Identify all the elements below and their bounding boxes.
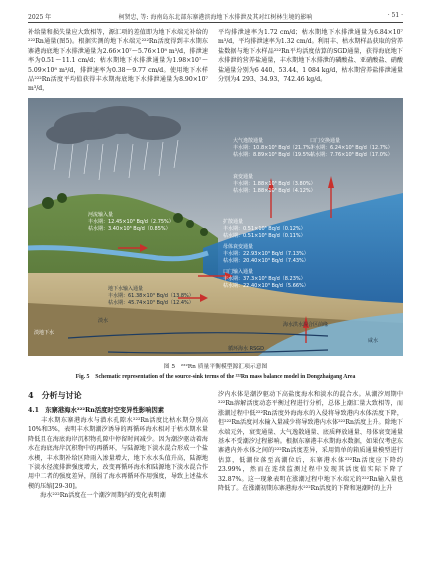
label-river-title: 河流输入量 — [88, 212, 114, 218]
header-year: 2025 年 — [28, 14, 52, 21]
label-decay-dry: 枯水期：1.88×10³ Bq/d（4.12%） — [233, 188, 316, 194]
label-fresh-gw: 淡地下水 — [34, 330, 55, 336]
label-diffusion-dry: 枯水期：0.51×10³ Bq/d（0.11%） — [223, 233, 306, 239]
header-rule — [28, 22, 403, 23]
label-freshwater: 淡水 — [98, 318, 109, 324]
label-diffusion-wet: 丰水期：0.51×10³ Bq/d（0.12%） — [223, 226, 306, 232]
header-title: 柯贤忠, 等: 海南岛东北部东寨港滨海地下水排泄及其对红树林生境的影响 — [118, 14, 313, 21]
bottom-right-column — [218, 390, 403, 493]
top-left-paragraph — [28, 28, 208, 94]
section-heading: 4 分析与讨论 — [28, 390, 82, 400]
label-atmos-title: 大气逸散通量 — [233, 138, 264, 144]
label-outlet-title: 口门交换通量 — [310, 138, 341, 144]
bottom-left-paragraph-2: 海水²²²Rn活度在一个潮汐周期内的变化表明潮 — [28, 492, 166, 500]
top-left-text: 补给量和损失量应大致相等，源汇项的差值即为地下水端元补给的²²²Rn通量(图5)。根据实测的地下水端元²²²Rn活度得到丰水期东寨港海底地下水排泄通量为2.66×10⁷～5.76×10⁸ m³/d，排泄速率为0.51～11.1 cm/d；枯水期地下水排泄通量为1.98×10⁷～5.09×10⁸ m³/d，排泄速率为0.38～9.77 cm/d。使用地下水样品²²²Rn活度平均值获得丰水期海底地下水排泄通量为8.90×10⁷ m³/d， — [28, 29, 208, 93]
label-gw-wet: 丰水期：61.38×10³ Bq/d（13.8%） — [108, 293, 194, 299]
label-mixing-front: 海水洪水混合区前缘 — [283, 322, 329, 328]
label-decay-title: 衰变通量 — [233, 174, 254, 180]
label-decay-wet: 丰水期：1.88×10³ Bq/d（3.80%） — [233, 181, 316, 187]
label-river-wet: 丰水期：12.45×10³ Bq/d（2.75%） — [88, 219, 174, 225]
label-gw-title: 地下水输入通量 — [108, 286, 144, 292]
label-parent-dry: 枯水期：20.40×10³ Bq/d（7.43%） — [223, 258, 309, 264]
bottom-right-text: 汐内水体是潮汐驱动下高盐度海水和淡水的混合水。从潮汐周期中²²²Rn溶解活度动态平衡过程进行分析，总体上潮汇量大致相等，而涨潮过程中低²²²Rn活度外海海水的入侵将导致港内水体活度下降，但²²²Rn活度河水输入量减少将导致港内水体²²²Rn活度上升。除地下水端元外，衰变通量、大气逸散通量、底质释放通量、母体衰变通量基本不受潮汐过程影响。根据东寨港丰水期海水数据，如果仅考虑东寨港内外水体之间的²²²Rn活度差异，采用简单的箱质通量模型进行估算，低潮位落至高潮位后，东寨港水体²²²Rn活度应下降约23.99%，然而在连续监测过程中发现其活度值实际下降了32.87%。这一现象表明在涨潮过程中地下水端元的²²²Rn输入量也降低了。在涨潮初期东寨港海水²²²Rn活度的下降和退潮时的上升 — [218, 391, 403, 493]
bottom-left-column — [28, 416, 208, 501]
header-page-number: · 51 · — [387, 12, 403, 19]
label-diffusion-title: 扩散通量 — [223, 219, 244, 225]
label-parent-wet: 丰水期：22.93×10³ Bq/d（7.13%） — [223, 251, 309, 257]
label-atmos-dry: 枯水期：8.89×10³ Bq/d（19.5%） — [233, 152, 316, 158]
label-atmos-wet: 丰水期：10.8×10³ Bq/d（21.7%） — [233, 145, 316, 151]
label-rsgd: 循环海水 RSGD — [228, 346, 264, 352]
label-inlet-wet: 丰水期：37.3×10³ Bq/d（8.23%） — [223, 276, 306, 282]
figure-caption-en: Fig. 5 Schematic representation of the source-sink terms of the ²²²Rn mass balance model in Dongzhaigang Area — [75, 374, 356, 380]
label-inlet-title: 口门输入通量 — [223, 269, 254, 275]
label-gw-dry: 枯水期：45.74×10³ Bq/d（12.4%） — [108, 300, 194, 306]
top-right-text: 平均排泄速率为1.72 cm/d；枯水期地下水排泄通量为6.84×10⁷ m³/d，平均排泄速率为1.32 cm/d。利用丰、枯水期样品获取的营养盐数据与地下水样品²²²Rn平均活度估算的SGD通量，获得海底地下水排泄的营养盐通量，丰水期地下水排泄的磷酸盐、亚硝酸盐、硝酸盐通量分别为6 440、53.44、1 084 kg/d，枯水期营养盐排泄通量分别为4 293、34.93、742.46 kg/d。 — [218, 29, 403, 84]
label-parent-title: 母体衰变通量 — [223, 244, 254, 250]
label-inlet-dry: 枯水期：22.40×10³ Bq/d（5.66%） — [223, 283, 309, 289]
subsection-heading: 4.1 东寨港海水²²²Rn活度时空变异性影响因素 — [28, 407, 165, 414]
bottom-left-paragraph-1: 丰水期东寨港海水与潜水孔隙水²²²Rn活度比枯水期分别高10%和3%，表明丰水期潮汐诱导的再循环海水相对于枯水期水量降低且在海底海岸沉积物孔隙中停留时间减少。因为潮汐驱动着海水在海底海岸沉积物中的再循环，与陆源地下淡水混合形成一个盐水楔，丰水期补给区降雨入渗量增大，地下水水头值升高，陆源地下淡水径流排泄强度增大，改变再循环海水和陆源地下淡水混合作用中二者的强度差异，削弱了海水再循环作用强度，导致上述盐水楔的压缩[29-30]。 — [28, 417, 208, 490]
figure-caption-cn: 图 5 ²²²Rn 质量平衡模型源汇项示意图 — [163, 364, 268, 370]
label-outlet-dry: 枯水期：7.76×10³ Bq/d（17.0%） — [310, 152, 393, 158]
rn-mass-balance-figure — [28, 98, 403, 356]
top-right-paragraph — [218, 28, 403, 84]
label-outlet-wet: 丰水期：6.24×10³ Bq/d（12.7%） — [310, 145, 393, 151]
label-saltwater: 咸水 — [368, 338, 379, 344]
label-river-dry: 枯水期：3.40×10³ Bq/d（0.85%） — [88, 226, 171, 232]
